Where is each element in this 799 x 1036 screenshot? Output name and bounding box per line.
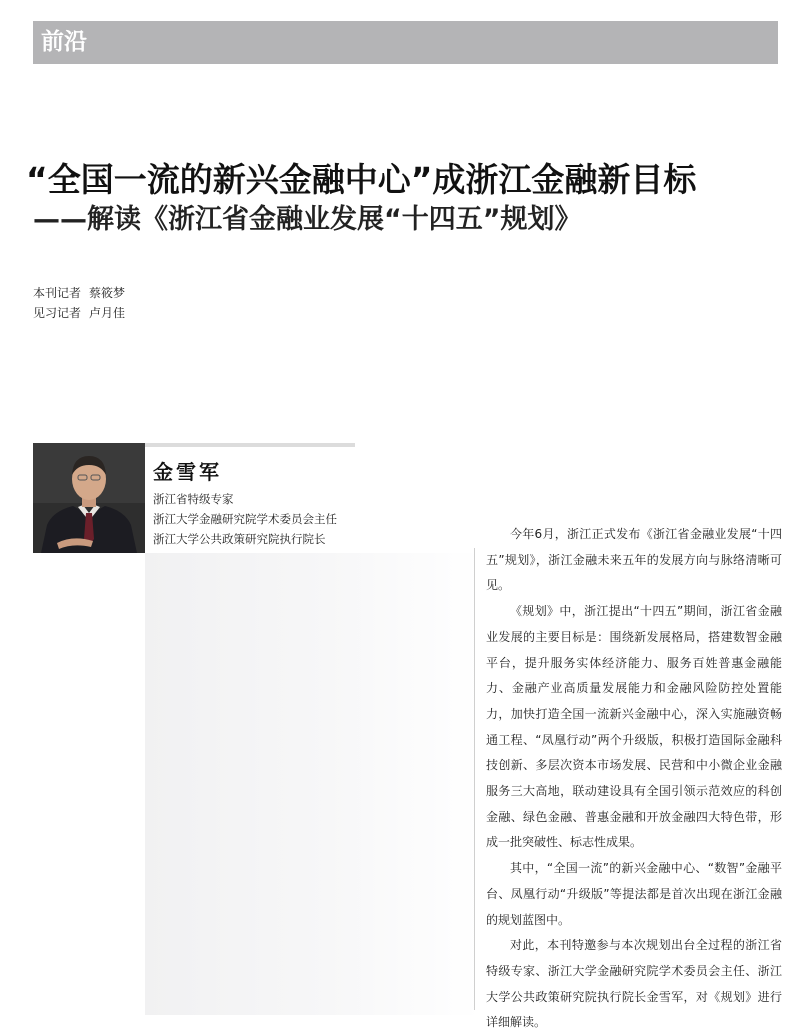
body-paragraph: 对此，本刊特邀参与本次规划出台全过程的浙江省特级专家、浙江大学金融研究院学术委员会主任、浙江大学公共政策研究院执行院长金雪军，对《规划》进行详细解读。: [486, 938, 782, 1030]
byline-role: 本刊记者: [33, 286, 82, 300]
body-paragraph: 今年6月，浙江正式发布《浙江省金融业发展“十四五”规划》，浙江金融未来五年的发展方向与脉络清晰可见。: [486, 527, 782, 593]
expert-portrait: [33, 443, 145, 553]
body-paragraph: 《规划》中，浙江提出“十四五”期间，浙江省金融业发展的主要目标是：围绕新发展格局，搭建数智金融平台，提升服务实体经济能力、服务百姓普惠金融能力、金融产业高质量发展能力和金融风险防控处置能力，加快打造全国一流新兴金融中心，深入实施融资畅通工程、“凤凰行动”两个升级版，积极打造国际金融科技创新、多层次资本市场发展、民营和中小微企业金融服务三大高地，联动建设具有全国引领示范效应的科创金融、绿色金融、普惠金融和开放金融四大特色带，形成一批突破性、标志性成果。: [486, 604, 782, 850]
expert-title-line: 浙江大学公共政策研究院执行院长: [153, 532, 326, 546]
background-fade-panel: [145, 553, 480, 1015]
byline-reporter: [33, 283, 125, 303]
expert-name: 金雪军: [153, 460, 222, 484]
expert-title-line: 浙江大学金融研究院学术委员会主任: [153, 512, 337, 526]
byline-role: 见习记者: [33, 306, 82, 320]
column-divider: [474, 548, 475, 1010]
body-paragraph: 其中，“全国一流”的新兴金融中心、“数智”金融平台、凤凰行动“升级版”等提法都是首次出现在浙江金融的规划蓝图中。: [486, 861, 782, 927]
byline-name: 蔡筱梦: [89, 286, 126, 300]
expert-header-rule: [145, 443, 355, 447]
section-header-bar: [33, 21, 778, 64]
article-body: [486, 522, 782, 1036]
expert-titles: [153, 489, 337, 549]
byline-name: 卢月佳: [89, 306, 126, 320]
bylines: [33, 283, 125, 323]
article-subtitle: ——解读《浙江省金融业发展“十四五”规划》: [33, 204, 582, 235]
article-title: “全国一流的新兴金融中心”成浙江金融新目标: [26, 160, 697, 199]
byline-intern-reporter: [33, 303, 125, 323]
section-label: 前沿: [41, 29, 87, 55]
expert-title-line: 浙江省特级专家: [153, 492, 234, 506]
